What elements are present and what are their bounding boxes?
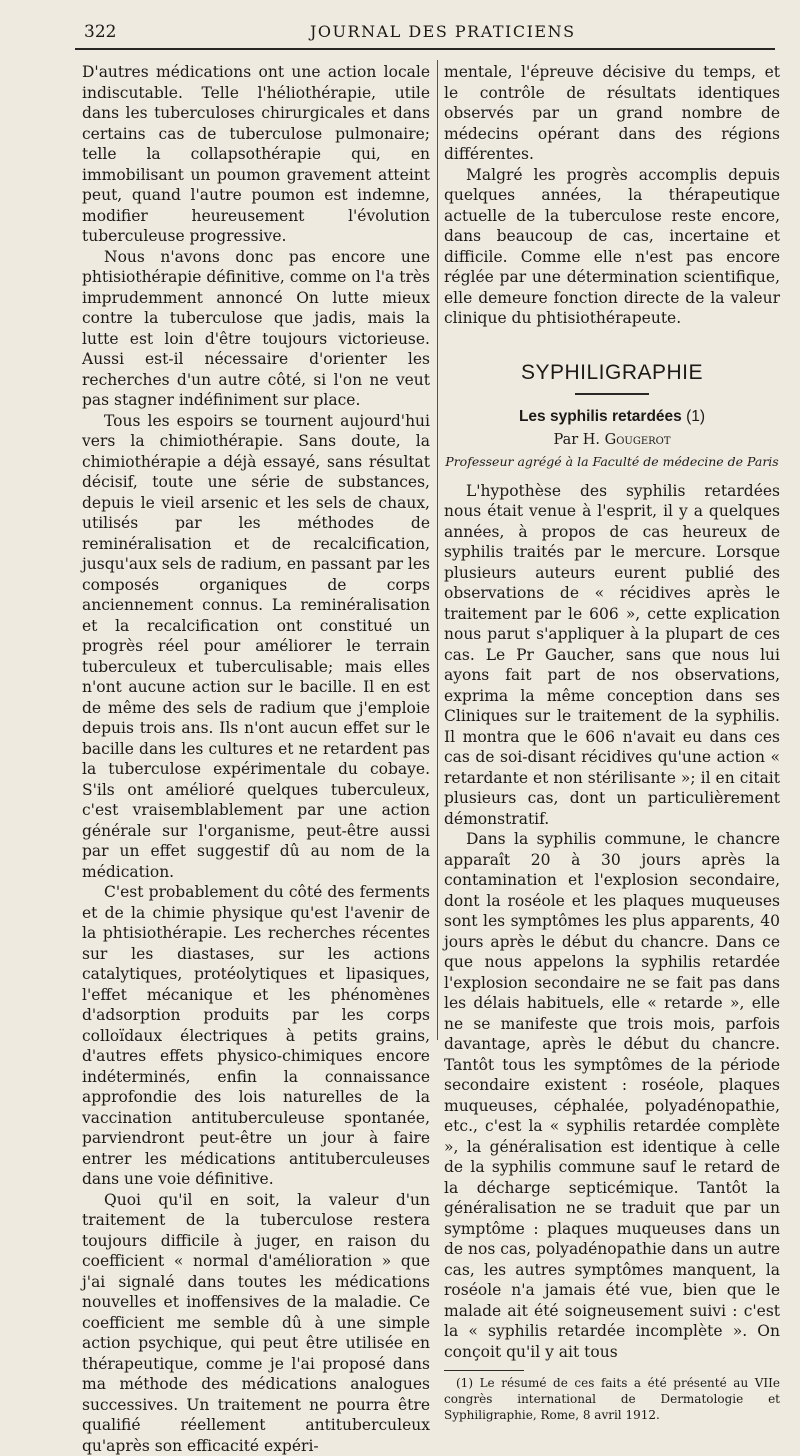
journal-title: JOURNAL DES PRATICIENS: [310, 22, 576, 41]
running-head: [70, 22, 770, 44]
section-rule: [575, 393, 649, 395]
page-number: 322: [84, 22, 116, 42]
footnote: (1) Le résumé de ces faits a été présenté au VIIe congrès international de Dermatologie et Syphiligraphie, Rome, 8 avril 1912.: [444, 1375, 780, 1423]
article-title: [444, 407, 780, 428]
paragraph: Dans la syphilis commune, le chancre apparaît 20 à 30 jours après la contamination et l'explosion secondaire, dont la roséole et les plaques muqueuses sont les symptômes les plus apparents, 40 jours après le début du chancre. Dans ce que nous appelons la syphilis retardée l'explosion secondaire ne se fait pas dans les délais habituels, elle « retarde », elle ne se manifeste que trois mois, parfois davantage, après le début du chancre. Tantôt tous les symptômes de la période secondaire existent : roséole, plaques muqueuses, céphalée, polyadénopathie, etc., c'est la « syphilis retardée complète », la généralisation est identique à celle de la syphilis commune sauf le retard de la décharge septicémique. Tantôt la généralisation ne se traduit que par un symptôme : plaques muqueuses dans un de nos cas, polyadénopathie dans un autre cas, les autres symptômes manquent, la roséole n'a jamais été vue, bien que le malade ait été soigneusement suivi : c'est la « syphilis retardée incomplète ». On conçoit qu'il y ait tous: [444, 829, 780, 1362]
paragraph: D'autres médications ont une action locale indiscutable. Telle l'héliothérapie, utile dans les tuberculoses chirurgicales et dans certains cas de tuberculose pulmonaire; telle la collapsothérapie qui, en immobilisant un poumon gravement atteint peut, quand l'autre poumon est indemne, modifier heureusement l'évolution tuberculeuse progressive.: [82, 62, 430, 247]
paragraph: Quoi qu'il en soit, la valeur d'un traitement de la tuberculose restera toujours difficile à juger, en raison du coefficient « normal d'amélioration » que j'ai signalé dans toutes les médications nouvelles et inoffensives de la maladie. Ce coefficient me semble dû à une simple action psychique, qui peut être utilisée en thérapeutique, comme je l'ai proposé dans ma méthode des médications analogues successives. Un traitement ne pourra être qualifié réellement antituberculeux qu'après son efficacité expéri-: [82, 1190, 430, 1456]
author-affiliation: Professeur agrégé à la Faculté de médecine de Paris: [444, 452, 780, 473]
paragraph: Tous les espoirs se tournent aujourd'hui vers la chimiothérapie. Sans doute, la chimiothérapie a déjà essayé, sans résultat décisif, toute une série de substances, depuis le vieil arsenic et les sels de chaux, utilisés par les méthodes de reminéralisation et de recalcification, jusqu'aux sels de radium, en passant par les composés organiques de corps anciennement connus. La reminéralisation et la recalcification ont constitué un progrès réel pour améliorer le terrain tuberculeux et tuberculisable; mais elles n'ont aucune action sur le bacille. Il en est de même des sels de radium que j'emploie depuis trois ans. Ils n'ont aucun effet sur le bacille dans les cultures et ne retardent pas la tuberculose expérimentale du cobaye. S'ils ont amélioré quelques tuberculeux, c'est vraisemblablement par une action générale sur l'organisme, peut-être aussi par un effet suggestif dû au nom de la médication.: [82, 411, 430, 883]
column-divider: [437, 60, 438, 1040]
footnote-rule: [444, 1370, 524, 1371]
article-title-text: Les syphilis retardées: [519, 408, 682, 425]
header-rule: [75, 48, 775, 50]
paragraph: mentale, l'épreuve décisive du temps, et le contrôle de résultats identiques observés par un grand nombre de médecins opérant dans des régions différentes.: [444, 62, 780, 165]
article-title-note: (1): [686, 408, 705, 425]
byline: [444, 430, 780, 451]
byline-prefix: Par H.: [553, 432, 600, 448]
paragraph: Nous n'avons donc pas encore une phtisiothérapie définitive, comme on l'a très imprudemment annoncé On lutte mieux contre la tuberculose que jadis, mais la lutte est loin d'être toujours victorieuse. Aussi est-il nécessaire d'orienter les recherches d'un autre côté, si l'on ne veut pas stagner indéfiniment sur place.: [82, 247, 430, 411]
paragraph: C'est probablement du côté des ferments et de la chimie physique qu'est l'avenir de la phtisiothérapie. Les recherches récentes sur les diastases, sur les actions catalytiques, protéolytiques et lipasiques, l'effet mécanique et les phénomènes d'adsorption produits par les corps colloïdaux électriques à petits grains, d'autres effets physico-chimiques encore indéterminés, enfin la connaissance approfondie des lois naturelles de la vaccination antituberculeuse spontanée, parviendront peut-être un jour à faire entrer les médications antituberculeuses dans une voie définitive.: [82, 882, 430, 1190]
section-title: SYPHILIGRAPHIE: [444, 363, 780, 384]
right-column: [444, 62, 780, 1423]
paragraph: Malgré les progrès accomplis depuis quelques années, la thérapeutique actuelle de la tuberculose reste encore, dans beaucoup de cas, incertaine et difficile. Comme elle n'est pas encore réglée par une détermination scientifique, elle demeure fonction directe de la valeur clinique du phtisiothérapeute.: [444, 165, 780, 329]
paragraph: L'hypothèse des syphilis retardées nous était venue à l'esprit, il y a quelques années, à propos de cas heureux de syphilis traités par le mercure. Lorsque plusieurs auteurs eurent publié des observations de « récidives après le traitement par le 606 », cette explication nous parut s'appliquer à la plupart de ces cas. Le Pr Gaucher, sans que nous lui ayons fait part de nos observations, exprima la même conception dans ses Cliniques sur le traitement de la syphilis. Il montra que le 606 n'avait eu dans ces cas de soi-disant récidives qu'une action « retardante et non stérilisante »; il en citait plusieurs cas, dont un particulièrement démonstratif.: [444, 481, 780, 830]
author-name: Gougerot: [605, 432, 671, 448]
left-column: [82, 62, 430, 1456]
